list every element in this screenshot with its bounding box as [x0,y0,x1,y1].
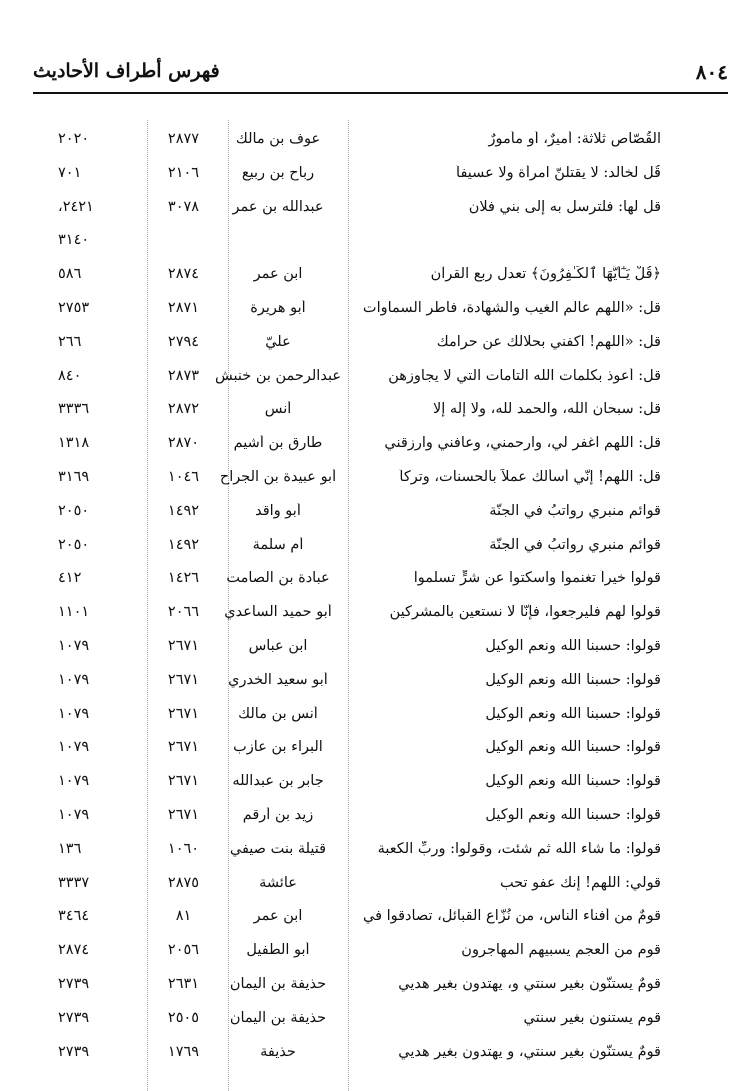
table-row [0,1004,756,1038]
page-reference: ١٣١٨ [58,435,90,452]
hadith-number: ٢٠٥٦ [167,942,200,959]
hadith-number: ١٠٤٦ [167,468,200,485]
page-reference: ١٠٧٩ [58,671,90,688]
hadith-text: قل لها: فلترسل به إلى بني فلان [468,198,661,215]
hadith-text: قومٌ من أفناء الناس، من نُزّاع القبائل، تصادقوا في [362,908,661,925]
hadith-text: قولوا: ما شاء الله ثم شئت، وقولوا: وربِّ الكعبة [377,840,661,857]
narrator-name: ابن عمر [253,908,303,925]
narrator-name: أبو واقد [255,502,301,519]
page-reference: ٥٨٦ [58,266,82,283]
table-row [0,125,756,159]
narrator-name: عوف بن مالك [235,131,321,147]
page-reference: ١٠٧٩ [58,637,90,654]
table-row [0,970,756,1004]
hadith-text: القُصّاص ثلاثة: أميرٌ، أو مأمورٌ [488,131,661,147]
table-row [0,869,756,903]
table-row [0,294,756,328]
hadith-text: ﴿قُلْ يَـٰٓأَيُّهَا ٱلْكَـٰفِرُونَ﴾ تعدل ربع القرآن [430,266,661,283]
hadith-text: قل: «اللهم! اكفني بحلالك عن حرامك [436,333,661,350]
narrator-name: جابر بن عبدالله [232,773,324,790]
narrator-name: رباح بن ربيع [241,164,315,181]
page-reference: ٢٧٣٩ [58,1043,90,1060]
hadith-text: قوم يستنون بغير سنتي [523,1009,661,1026]
hadith-text: قولوا: حسبنا الله ونعم الوكيل [485,773,661,790]
narrator-name: البراء بن عازب [233,739,323,756]
page-number: ٨٠٤ [695,60,728,84]
table-row [0,226,756,260]
hadith-number: ٣٠٧٨ [167,198,200,215]
hadith-text: قل: سبحان الله، والحمد لله، ولا إله إلا [433,401,661,418]
narrator-name: أبو عبيدة بن الجراح [219,468,337,485]
page-reference: ٨٤٠ [58,367,82,384]
page-reference: ٣١٦٩ [58,468,90,485]
hadith-number: ٢٨٧٧ [167,131,200,147]
narrator-name: عائشة [259,874,297,891]
table-row [0,936,756,970]
page-reference: ١١٠١ [58,604,90,621]
hadith-number: ٢٦٧١ [167,806,200,823]
hadith-text: قومٌ يستنّون بغير سنتي، و يهتدون بغير هديي [398,1043,661,1060]
hadith-number: ١٤٢٦ [167,570,200,587]
table-row [0,632,756,666]
hadith-text: قولوا: حسبنا الله ونعم الوكيل [485,637,661,654]
narrator-name: أم سلمة [252,536,304,553]
page-reference: ٤١٢ [58,570,82,587]
hadith-number: ٢٦٧١ [167,637,200,654]
page-reference: ١٠٧٩ [58,705,90,722]
hadith-number: ٢١٠٦ [167,164,200,181]
hadith-number: ٢٨٧٥ [167,874,200,891]
narrator-name: حذيفة بن اليمان [229,1009,327,1026]
hadith-text: قولوا: حسبنا الله ونعم الوكيل [485,705,661,722]
table-row [0,733,756,767]
hadith-text: قولوا: حسبنا الله ونعم الوكيل [485,739,661,756]
hadith-number: ٢٦٧١ [167,671,200,688]
page-title: فهرس أطراف الأحاديث [33,60,220,82]
page-reference: ٣٤٦٤ [58,908,90,925]
page-reference: ١٠٧٩ [58,739,90,756]
table-row [0,362,756,396]
hadith-number: ٢٨٧٣ [167,367,200,384]
hadith-number: ٢٦٣١ [167,975,200,992]
table-row [0,564,756,598]
narrator-name: ابن عباس [248,637,308,654]
hadith-number: ٨١ [175,908,192,925]
hadith-number: ٢٨٧٢ [167,401,200,418]
table-row [0,666,756,700]
hadith-number: ٢٨٧١ [167,299,200,316]
table-row [0,328,756,362]
hadith-text: قل: اللهم! إنّي أسألك عملاً بالحسنات، وتركاً [399,468,661,485]
hadith-number: ١٤٩٢ [167,536,200,553]
page-reference: ٢٦٦ [58,333,82,350]
page-reference: ١٠٧٩ [58,806,90,823]
page-reference: ١٣٦ [58,840,82,857]
narrator-name: عبادة بن الصامت [226,570,330,587]
hadith-text: قل: أعوذ بكلمات الله التامات التي لا يجاوزهن [388,367,661,384]
page-reference: ٢٤٢١، [58,198,94,215]
table-row [0,260,756,294]
hadith-text: قل: اللهم اغفر لي، وارحمني، وعافني وارزقني [384,435,661,452]
table-row [0,902,756,936]
hadith-number: ٢٠٦٦ [167,604,200,621]
page-reference: ٧٠١ [58,164,82,181]
hadith-number: ٢٨٧٤ [167,266,200,283]
narrator-name: أبو هريرة [250,299,306,316]
table-row [0,700,756,734]
table-row [0,1038,756,1072]
page-reference: ٢٧٣٩ [58,1009,90,1026]
table-row [0,767,756,801]
hadith-text: قل: «اللهم عالم الغيب والشهادة، فاطر السماوات [362,299,661,316]
narrator-name: حذيفة بن اليمان [229,975,327,992]
hadith-number: ٢٦٧١ [167,705,200,722]
hadith-text: قولوا لهم فليرجعوا، فإنّا لا نستعين بالمشركين [389,604,661,621]
hadith-text: قومٌ يستنّون بغير سنتي و، يهتدون بغير هديي [398,975,661,992]
narrator-name: أنس [264,401,292,418]
table-row [0,835,756,869]
hadith-index-table [0,125,756,1071]
table-row [0,801,756,835]
page-reference: ٢٠٥٠ [58,536,90,553]
table-row [0,395,756,429]
page-reference: ٣٣٣٦ [58,401,90,418]
hadith-number: ١٠٦٠ [167,840,200,857]
page-reference: ١٠٧٩ [58,773,90,790]
page-reference: ٢٧٣٩ [58,975,90,992]
hadith-number: ١٧٦٩ [167,1043,200,1060]
hadith-number: ٢٨٧٠ [167,435,200,452]
hadith-text: قولوا خيراً تغنموا واسكتوا عن شرٍّ تسلموا [413,570,661,587]
hadith-text: قوائم منبري رواتبُ في الجنّة [489,536,661,553]
narrator-name: قتيلة بنت صيفي [229,840,327,857]
page-reference: ٢٨٧٤ [58,942,90,959]
narrator-name: أبو حميد الساعدي [224,604,332,621]
hadith-number: ٢٧٩٤ [167,333,200,350]
narrator-name: أبو سعيد الخدري [228,671,328,688]
hadith-number: ٢٦٧١ [167,773,200,790]
page-reference: ٣٣٣٧ [58,874,90,891]
narrator-name: طارق بن أشيم [233,435,323,452]
hadith-text: قولوا: حسبنا الله ونعم الوكيل [485,671,661,688]
table-row [0,429,756,463]
hadith-text: قولوا: حسبنا الله ونعم الوكيل [485,806,661,823]
page-header [33,52,728,94]
narrator-name: حذيفة [260,1043,296,1060]
page-reference: ٣١٤٠ [58,232,90,249]
narrator-name: عبدالرحمن بن خنبش [215,367,341,384]
table-row [0,159,756,193]
hadith-text: قُل لخالد: لا يقتلنّ امرأة ولا عسيفاً [456,164,661,181]
hadith-text: قوم من العجم يسبيهم المهاجرون [461,942,661,959]
table-row [0,598,756,632]
hadith-number: ٢٥٠٥ [167,1009,200,1026]
narrator-name: أنس بن مالك [238,705,318,722]
hadith-number: ١٤٩٢ [167,502,200,519]
table-row [0,531,756,565]
hadith-number: ٢٦٧١ [167,739,200,756]
narrator-name: عبدالله بن عمر [232,198,324,215]
table-row [0,497,756,531]
table-row [0,463,756,497]
page-reference: ٢٠٢٠ [58,131,90,147]
narrator-name: أبو الطفيل [246,942,310,959]
table-row [0,193,756,227]
narrator-name: زيد بن أرقم [242,806,314,823]
hadith-text: قوائم منبري رواتبُ في الجنّة [489,502,661,519]
page-reference: ٢٧٥٣ [58,299,90,316]
narrator-name: عليّ [265,333,291,350]
page-reference: ٢٠٥٠ [58,502,90,519]
hadith-text: قولي: اللهم! إنك عفو تحب [499,874,661,891]
narrator-name: ابن عمر [253,266,303,283]
